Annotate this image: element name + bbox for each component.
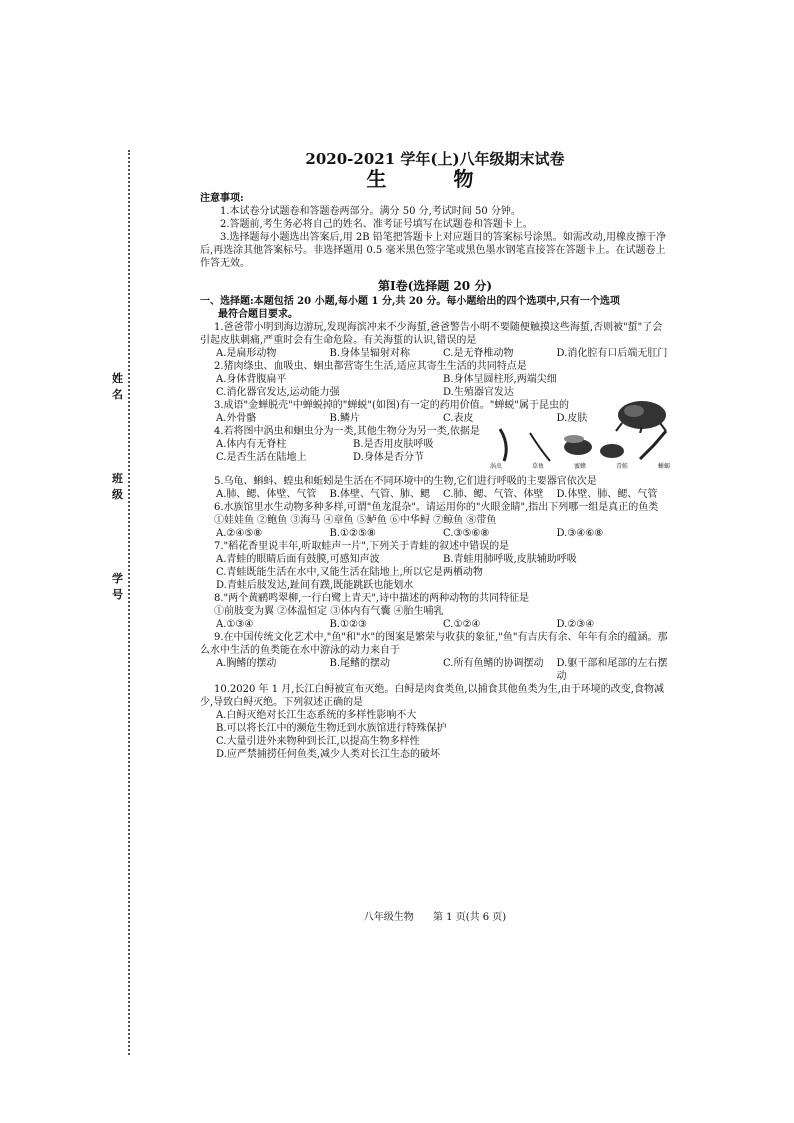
question-block [200, 425, 670, 475]
question-stem: 3.成语"金蝉脱壳"中蝉蜕掉的"蝉蜕"(如图)有一定的药用价值。"蝉蜕"属于昆虫的 [214, 400, 569, 411]
animal-label: 涡虫 [490, 463, 503, 470]
option: A.外骨骼 [216, 413, 257, 424]
part-title-line2: 最符合题目要求。 [218, 309, 298, 320]
question-options [200, 488, 670, 501]
binding-line [128, 150, 130, 1055]
option: A.胸鳍的摆动 [216, 658, 277, 669]
animal-label: 青蛙 [615, 463, 628, 470]
option: A.身体背腹扁平 [216, 374, 287, 385]
option: B.鳞片 [329, 413, 361, 424]
option: C.大量引进外来物种到长江,以提高生物多样性 [216, 736, 420, 747]
option: B.尾鳍的摆动 [329, 658, 391, 669]
option: B.可以将长江中的濒危生物迁到水族馆进行特殊保护 [216, 723, 447, 734]
option: D.青蛙后肢发达,趾间有蹼,既能跳跃也能划水 [216, 580, 414, 591]
question-options [200, 618, 670, 631]
option: C.消化器官发达,运动能力强 [216, 387, 340, 398]
question-options [200, 709, 670, 761]
question-options [200, 553, 670, 566]
question-stem: 5.乌龟、蝌蚪、蝗虫和蚯蚓是生活在不同环境中的生物,它们进行呼吸的主要器官依次是 [214, 476, 597, 487]
option: A.青蛙的眼睛后面有鼓膜,可感知声波 [216, 554, 380, 565]
question-stem: 4.若将图中涡虫和蛔虫分为一类,其他生物分为另一类,依据是 [214, 426, 480, 437]
question-options [200, 347, 670, 360]
note-item: 3.选择题每小题选出答案后,用 2B 铅笔把答题卡上对应题目的答案标号涂黑。如需改动,用橡皮擦干净后,再选涂其他答案标号。非选择题用 0.5 毫米黑色签字笔或黑色墨水钢笔直接答在答题卡上。在试题卷上作答无效。 [200, 232, 666, 269]
side-label-class: 班级 [112, 472, 123, 501]
question-block [200, 399, 670, 425]
animal-label: 蜜蜂 [573, 463, 586, 470]
question-options [200, 527, 670, 540]
option: D.躯干部和尾部的左右摆动 [556, 658, 668, 682]
page-footer [200, 908, 670, 923]
option: B.体壁、气管、肺、鳃 [329, 489, 431, 500]
question-stem: 9.在中国传统文化艺术中,"鱼"和"水"的图案是繁荣与收获的象征,"鱼"有吉庆有余、年年有余的蕴涵。那么水中生活的鱼类能在水中游泳的动力来自于 [200, 632, 668, 656]
animal-label: 草鱼 [531, 463, 544, 470]
question-options [200, 412, 670, 425]
option: A.②④⑤⑧ [216, 528, 263, 539]
part-title [200, 295, 670, 321]
question-items: ①前肢变为翼 ②体温恒定 ③体内有气囊 ④胎生哺乳 [214, 606, 444, 617]
notes-heading: 注意事项: [200, 193, 244, 204]
option: A.是扁形动物 [216, 348, 277, 359]
animals-image [490, 425, 670, 465]
side-label-name: 姓名 [112, 372, 123, 401]
question-options [200, 566, 670, 592]
question-stem: 7."稻花香里说丰年,听取蛙声一片",下列关于青蛙的叙述中错误的是 [214, 541, 510, 552]
question-stem: 1.爸爸带小明到海边游玩,发现海滨冲来不少海蜇,爸爸警告小明不要随便触摸这些海蜇,否则被"蜇"了会引起皮肤刺痛,严重时会有生命危险。有关海蜇的认识,错误的是 [200, 322, 663, 346]
option: C.肺、鳃、气管、体壁 [443, 489, 544, 500]
option: C.所有鱼鳍的协调摆动 [443, 658, 544, 669]
option: A.①③④ [216, 619, 254, 630]
question-options [200, 373, 670, 399]
option: D.②③④ [556, 619, 595, 630]
question-items: ①娃娃鱼 ②鲍鱼 ③海马 ④章鱼 ⑤鲈鱼 ⑥中华鲟 ⑦鲸鱼 ⑧带鱼 [214, 515, 497, 526]
exam-title: 2020-2021 学年(上)八年级期末试卷 [305, 150, 565, 168]
animals-labels [490, 460, 670, 473]
question-stem: 2.猪肉绦虫、血吸虫、蛔虫都营寄生生活,适应其寄生生活的共同特点是 [214, 361, 527, 372]
question-stem: 8."两个黄鹂鸣翠柳,一行白鹭上青天",诗中描述的两种动物的共同特征是 [214, 593, 530, 604]
question-stem: 6.水族馆里水生动物多种多样,可谓"鱼龙混杂"。请运用你的"火眼金睛",指出下列哪一组是真正的鱼类 [214, 502, 659, 513]
exam-subject: 生 物 [366, 167, 504, 191]
option: D.生殖器官发达 [443, 387, 514, 398]
option: A.白鲟灭绝对长江生态系统的多样性影响不大 [216, 710, 417, 721]
section-title: 第Ⅰ卷(选择题 20 分) [377, 279, 493, 293]
animals-figure [490, 425, 670, 473]
option: A.肺、鳃、体壁、气管 [216, 489, 317, 500]
part-title-line1: 一、选择题:本题包括 20 小题,每小题 1 分,共 20 分。每小题给出的四个选项中,只有一个选项 [200, 296, 620, 307]
note-item: 2.答题前,考生务必将自己的姓名、准考证号填写在试题卷和答题卡上。 [220, 219, 533, 230]
option: B.身体呈圆柱形,两端尖细 [443, 374, 557, 385]
option: D.体壁、肺、鳃、气管 [556, 489, 658, 500]
option: D.身体是否分节 [353, 452, 424, 463]
question-stem: 10.2020 年 1 月,长江白鲟被宣布灭绝。白鲟是肉食类鱼,以捕食其他鱼类为生,由于环境的改变,食物减少,导致白鲟灭绝。下列叙述正确的是 [200, 684, 664, 708]
question-options [200, 657, 670, 683]
exam-content [200, 150, 670, 761]
animal-label: 蜥蜴 [657, 463, 670, 470]
option: B.①②③ [329, 619, 367, 630]
option: B.身体呈辐射对称 [329, 348, 411, 359]
option: D.消化腔有口后端无肛门 [556, 348, 668, 359]
option: D.应严禁捕捞任何鱼类,减少人类对长江生态的破坏 [216, 749, 441, 760]
option: B.青蛙用肺呼吸,皮肤辅助呼吸 [443, 554, 577, 565]
option: C.③⑤⑥⑧ [443, 528, 490, 539]
option: C.表皮 [443, 413, 474, 424]
footer-subject: 八年级生物 [363, 912, 414, 923]
option: C.是否生活在陆地上 [216, 452, 307, 463]
option: D.皮肤 [556, 413, 588, 424]
footer-page-number: 第 1 页(共 6 页) [432, 912, 507, 923]
note-item: 1.本试卷分试题卷和答题卷两部分。满分 50 分,考试时间 50 分钟。 [220, 206, 521, 217]
option: B.①②⑤⑧ [329, 528, 376, 539]
option: C.是无脊椎动物 [443, 348, 514, 359]
option: B.是否用皮肤呼吸 [353, 439, 434, 450]
option: A.体内有无脊柱 [216, 439, 287, 450]
option: C.青蛙既能生活在水中,又能生活在陆地上,所以它是两栖动物 [216, 567, 483, 578]
option: C.①②④ [443, 619, 481, 630]
side-label-number: 学号 [112, 572, 123, 601]
option: D.③④⑥⑧ [556, 528, 604, 539]
